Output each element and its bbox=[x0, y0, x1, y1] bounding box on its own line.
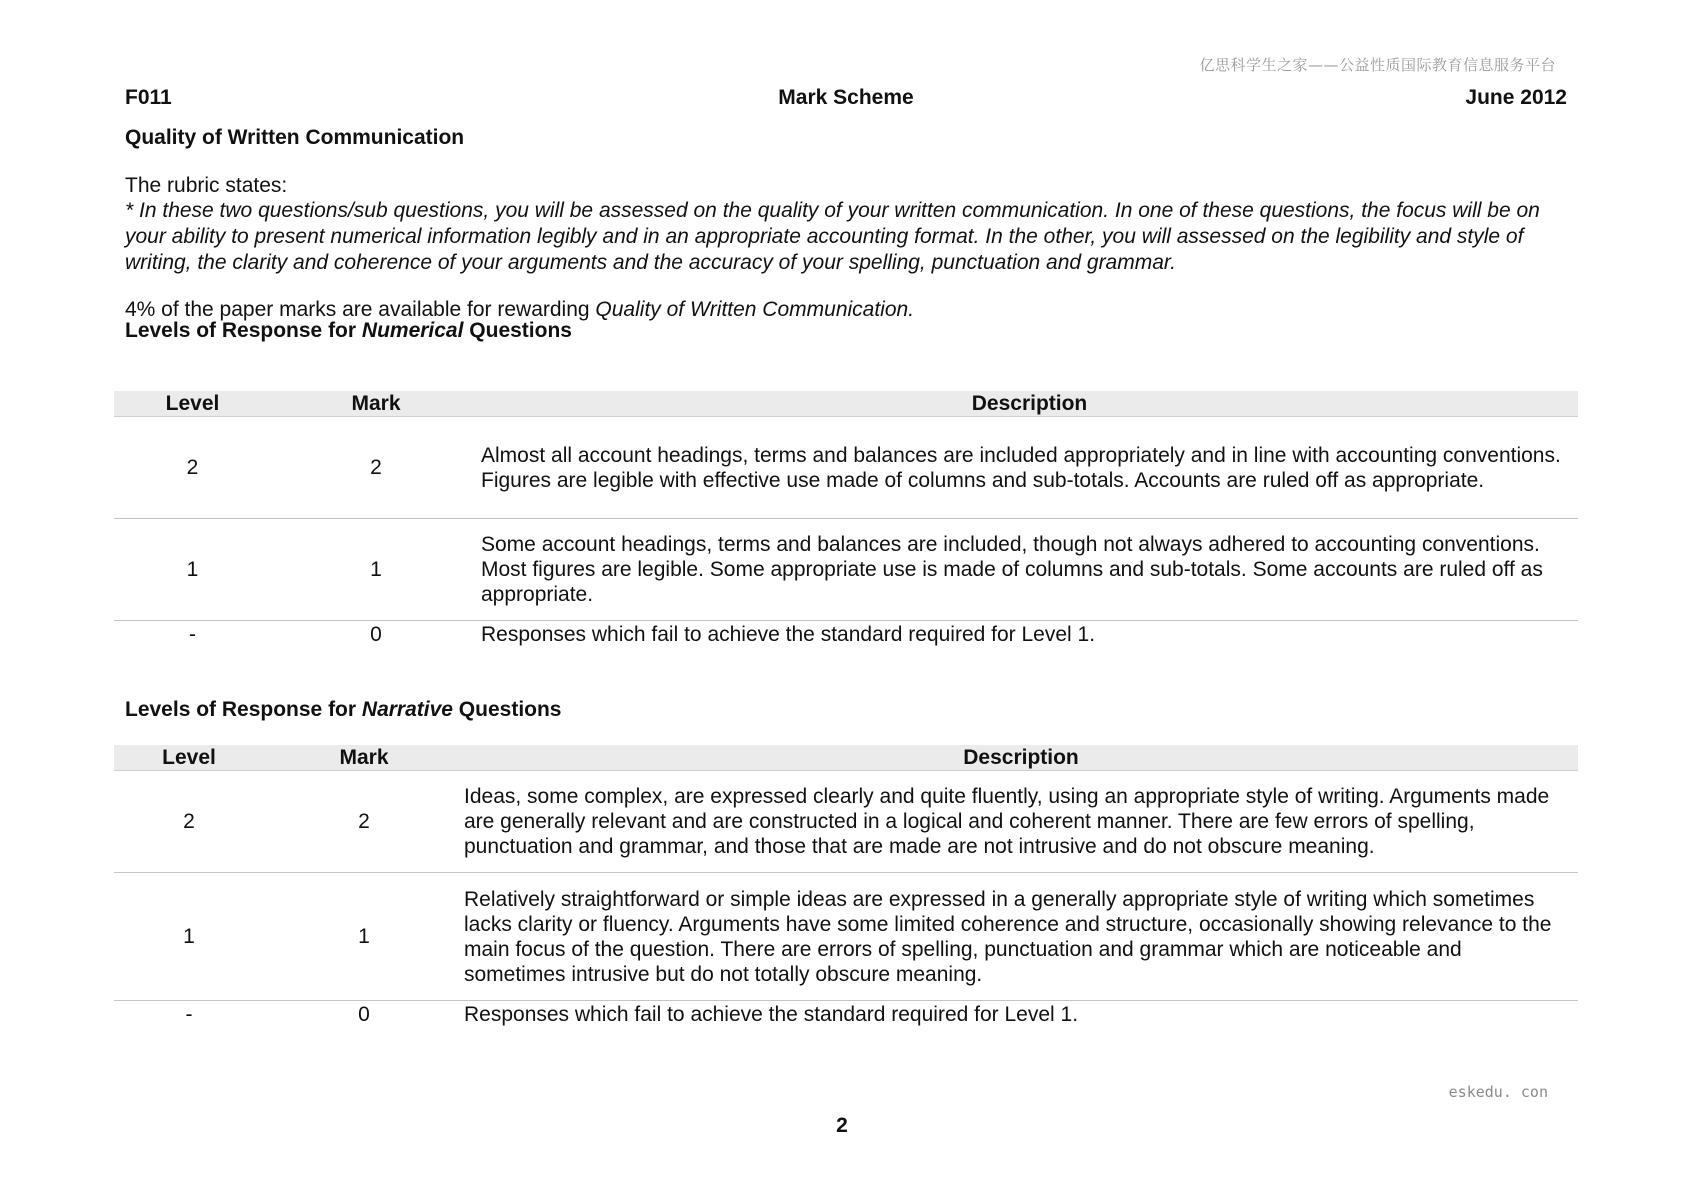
paper-marks-emphasis: Quality of Written Communication. bbox=[595, 298, 915, 321]
watermark-bottom: eskedu. con bbox=[1448, 1083, 1548, 1101]
description-cell: Some account headings, terms and balances are included, though not always adhered to accounting conventions. Most figures are legible. Some appropriate use is made of columns and sub-totals. Some accounts are ruled off as appropriate. bbox=[481, 519, 1578, 621]
level-cell: - bbox=[189, 623, 196, 647]
level-header: Level bbox=[114, 745, 264, 771]
mark-cell: 2 bbox=[271, 417, 481, 519]
mark-cell: 1 bbox=[271, 519, 481, 621]
mark-header: Mark bbox=[264, 745, 464, 771]
mark-header: Mark bbox=[271, 391, 481, 417]
rubric-intro: The rubric states: bbox=[125, 174, 288, 197]
narrative-levels-title bbox=[125, 698, 562, 722]
description-cell: Responses which fail to achieve the standard required for Level 1. bbox=[464, 1003, 1079, 1027]
paper-code: F011 bbox=[125, 86, 172, 109]
narrative-title-suffix: Questions bbox=[452, 698, 562, 721]
document-title: Mark Scheme bbox=[778, 86, 914, 109]
page-header bbox=[125, 86, 1567, 112]
level-header: Level bbox=[114, 391, 271, 417]
table-header-row bbox=[114, 391, 1578, 417]
description-cell: Responses which fail to achieve the standard required for Level 1. bbox=[481, 623, 1096, 647]
page-number: 2 bbox=[836, 1114, 848, 1137]
description-cell: Ideas, some complex, are expressed clearly and quite fluently, using an appropriate style of writing. Arguments made are generally relevant and are constructed in a logical and coherent manner. There are few errors of spelling, punctuation and grammar, and those that are made are not intrusive and do not obscure meaning. bbox=[464, 771, 1578, 873]
description-header: Description bbox=[464, 745, 1578, 771]
narrative-title-prefix: Levels of Response for bbox=[125, 698, 362, 721]
numerical-title-emphasis: Numerical bbox=[361, 319, 464, 342]
description-cell: Relatively straightforward or simple ideas are expressed in a generally appropriate style of writing which sometimes lacks clarity or fluency. Arguments have some limited coherence and structure, occasionally showing relevance to the main focus of the question. There are errors of spelling, punctuation and grammar which are noticeable and sometimes intrusive but do not totally obscure meaning. bbox=[464, 873, 1578, 1001]
qwc-section bbox=[125, 126, 1580, 322]
qwc-title: Quality of Written Communication bbox=[125, 126, 465, 149]
narrative-title-emphasis: Narrative bbox=[361, 698, 453, 721]
description-header: Description bbox=[481, 391, 1578, 417]
level-cell: 2 bbox=[114, 417, 271, 519]
mark-cell: 0 bbox=[370, 623, 382, 647]
table-row bbox=[114, 873, 1578, 1001]
numerical-levels-table bbox=[114, 391, 1578, 649]
table-row bbox=[114, 519, 1578, 621]
level-cell: - bbox=[185, 1003, 193, 1027]
narrative-levels-table bbox=[114, 745, 1578, 1029]
table-row bbox=[114, 621, 1578, 649]
mark-cell: 1 bbox=[264, 873, 464, 1001]
mark-cell: 0 bbox=[358, 1003, 370, 1027]
numerical-title-prefix: Levels of Response for bbox=[125, 319, 362, 342]
description-cell: Almost all account headings, terms and balances are included appropriately and in line with accounting conventions. Figures are legible with effective use made of columns and sub-totals. Accounts are ruled off as appropriate. bbox=[481, 417, 1578, 519]
rubric-quote: * In these two questions/sub questions, you will be assessed on the quality of your written communication. In one of these questions, the focus will be on your ability to present numerical information legibly and in an appropriate accounting format. In the other, you will assessed on the legibility and style of writing, the clarity and coherence of your arguments and the accuracy of your spelling, punctuation and grammar. bbox=[125, 199, 1540, 274]
numerical-title-suffix: Questions bbox=[463, 319, 572, 342]
mark-cell: 2 bbox=[264, 771, 464, 873]
table-header-row bbox=[114, 745, 1578, 771]
table-row bbox=[114, 771, 1578, 873]
table-row bbox=[114, 417, 1578, 519]
numerical-levels-title bbox=[125, 319, 572, 343]
level-cell: 1 bbox=[114, 873, 264, 1001]
table-row bbox=[114, 1001, 1578, 1029]
level-cell: 2 bbox=[114, 771, 264, 873]
exam-date: June 2012 bbox=[1465, 86, 1567, 109]
level-cell: 1 bbox=[114, 519, 271, 621]
paper-marks-prefix: 4% of the paper marks are available for rewarding bbox=[125, 298, 596, 321]
watermark-top: 亿思科学生之家——公益性质国际教育信息服务平台 bbox=[1199, 56, 1556, 74]
